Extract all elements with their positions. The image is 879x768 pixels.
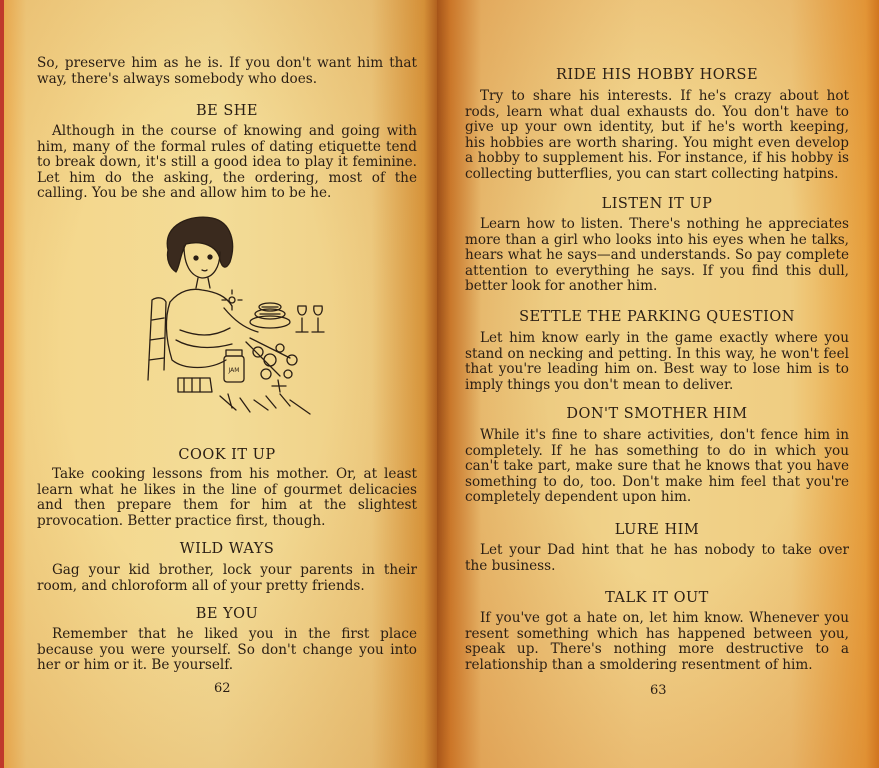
heading-listen-it-up: LISTEN IT UP — [601, 196, 713, 212]
section-talk-it-out — [465, 611, 849, 673]
jar-label: JAM — [228, 367, 240, 374]
section-listen-it-up — [465, 217, 849, 295]
heading-settle-the-parking-question: SETTLE THE PARKING QUESTION — [519, 309, 795, 325]
section-settle-the-parking-question — [465, 331, 849, 393]
left-page — [0, 0, 437, 768]
body-wild-ways: Gag your kid brother, lock your parents in their room, and chloroform all of your pretty friends. — [37, 562, 417, 594]
heading-lure-him: LURE HIM — [614, 522, 700, 538]
body-talk-it-out: If you've got a hate on, let him know. Whenever you resent something which has happened between you, speak up. There's nothing more destructive to a relationship than a smoldering resentment of him. — [465, 610, 849, 673]
page-number: 63 — [650, 683, 667, 698]
body-dont-smother-him: While it's fine to share activities, don't fence him in completely. If he has something to do in which you can't take part, make sure that he knows that you have something to do, too. Don't make him feel that you're completely dependent upon him. — [465, 427, 849, 506]
page-number: 62 — [214, 681, 231, 696]
section-be-she — [37, 124, 417, 202]
right-page — [437, 0, 879, 768]
section-dont-smother-him — [465, 428, 849, 506]
section-be-you — [37, 627, 417, 674]
heading-dont-smother-him: DON'T SMOTHER HIM — [566, 406, 748, 422]
girl-cooking-illustration — [140, 210, 330, 425]
page-edge — [0, 0, 4, 768]
section-ride-his-hobby-horse — [465, 89, 849, 183]
body-ride-his-hobby-horse: Try to share his interests. If he's crazy about hot rods, learn what dual exhausts do. You don't have to give up your own identity, but if he's worth keeping, his hobbies are worth sharing. You might even develop a hobby to supplement his. For instance, if his hobby is collecting butterflies, you can start collecting hatpins. — [465, 88, 849, 182]
section-wild-ways — [37, 563, 417, 594]
body-cook-it-up: Take cooking lessons from his mother. Or, at least learn what he likes in the line of gourmet delicacies and then prepare them for him at the slightest provocation. Better practice first, though. — [37, 466, 417, 529]
heading-cook-it-up: COOK IT UP — [178, 447, 276, 463]
heading-talk-it-out: TALK IT OUT — [605, 590, 709, 606]
heading-be-you: BE YOU — [195, 606, 259, 622]
intro-paragraph — [37, 56, 417, 87]
body-be-she: Although in the course of knowing and going with him, many of the formal rules of dating etiquette tend to break down, it's still a good idea to play it feminine. Let him do the asking, the ordering, most of the calling. You be she and allow him to be he. — [37, 123, 417, 202]
heading-wild-ways: WILD WAYS — [179, 541, 275, 557]
heading-ride-his-hobby-horse: RIDE HIS HOBBY HORSE — [555, 67, 759, 83]
section-lure-him — [465, 543, 849, 574]
body-listen-it-up: Learn how to listen. There's nothing he appreciates more than a girl who looks into his eyes when he talks, hears what he says—and understands. So pay complete attention to everything he says. If you find this dull, better look for another him. — [465, 216, 849, 295]
section-cook-it-up — [37, 467, 417, 529]
body-lure-him: Let your Dad hint that he has nobody to take over the business. — [465, 542, 849, 574]
body-settle-the-parking-question: Let him know early in the game exactly where you stand on necking and petting. In this way, he won't feel that you're leading him on. Best way to lose him is to imply things you don't mean to deliver. — [465, 330, 849, 393]
body-be-you: Remember that he liked you in the first place because you were yourself. So don't change you into her or him or it. Be yourself. — [37, 626, 417, 674]
intro-text: So, preserve him as he is. If you don't want him that way, there's always somebody who does. — [37, 55, 417, 87]
heading-be-she: BE SHE — [195, 103, 258, 119]
